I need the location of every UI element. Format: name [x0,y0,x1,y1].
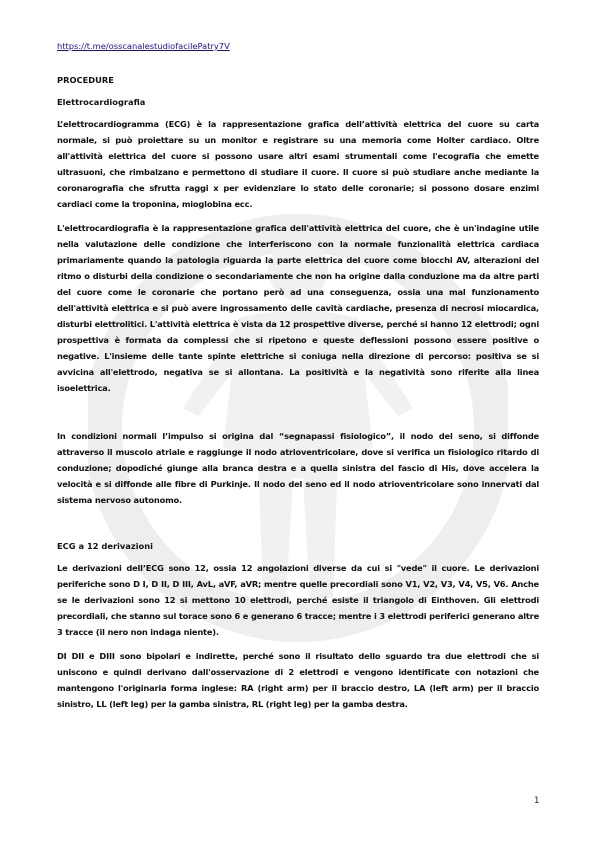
section-title-ecg12: ECG a 12 derivazioni [57,541,154,551]
paragraph-bipolar-leads: DI DII e DIII sono bipolari e indirette, perché sono il risultato dello sguardo tra due elettrodi che si uniscono e quindi derivano dall'osservazione di 2 elettrodi e vengono identificate con notazioni che mantengono l'originaria forma inglese: RA (right arm) per il braccio destro, LA (left arm) per il braccio sinistro, LL (left leg) per la gamba sinistra, RL (right leg) per la gamba destra. [57,651,539,709]
paragraph-impulse-conduction: In condizioni normali l’impulso si origina dal “segnapassi fisiologico”, il nodo del seno, si diffonde attraverso il muscolo atriale e raggiunge il nodo atrioventricolare, dove si verifica un fisiologico ritardo di conduzione; dopodiché giunge alla branca destra e a quella sinistra del fascio di His, dove accelera la velocità e si diffonde alle fibre di Purkinje. Il nodo del seno ed il nodo atrioventricolare sono innervati dal sistema nervoso autonomo. [57,431,539,505]
paragraph-ecg-definition: L'elettrocardiografia è la rappresentazione grafica dell'attività elettrica del cuore, che è un'indagine utile nella valutazione delle condizione che interferiscono con la normale funzionalità elettrica cardiaca primariamente quando la patologia riguarda la parte elettrica del cuore come blocchi AV, alterazioni del ritmo o disturbi della condizione o secondariamente che non ha origine dalla conduzione ma da altre parti del cuore come le coronarie che portano però ad una conseguenza, ossia una mal funzionamento dell'attività elettrica e si può avere ingrossamento delle cavità cardiache, presenza di necrosi miocardica, disturbi elettrolitici. L'attività elettrica è vista da 12 prospettive diverse, perché si hanno 12 elettrodi; ogni prospettiva è formata da complessi che si ripetono e queste deflessioni possono essere positive o negative. L'insieme delle tante spinte elettriche si coniuga nella direzione di percorso: positiva se si avvicina all'elettrodo, negativa se si allontana. La positività e la negatività sono riferite alla linea isoelettrica. [57,223,539,393]
document-body [57,40,539,720]
section-title-ecg: Elettrocardiografia [57,97,146,107]
paragraph-ecg-intro: L’elettrocardiogramma (ECG) è la rappresentazione grafica dell’attività elettrica del cuore su carta normale, si può proiettare su un monitor e registrare su una memoria come Holter cardiaco. Oltre all'attività elettrica del cuore si possono usare altri esami strumentali come l'ecografia che emette ultrasuoni, che rimbalzano e permettono di studiare il cuore. Il cuore si può studiare anche mediante la coronarografia che sfrutta raggi x per evidenziare lo stato delle coronarie; si possono dosare enzimi cardiaci come la troponina, mioglobina ecc. [57,119,539,209]
page-number: 1 [534,796,540,806]
telegram-link[interactable]: https://t.me/osscanalestudiofacilePatry7V [57,41,230,51]
section-title-procedure: PROCEDURE [57,75,114,85]
paragraph-ecg12-leads: Le derivazioni dell’ECG sono 12, ossia 12 angolazioni diverse da cui si "vede" il cuore. Le derivazioni periferiche sono D I, D II, D III, AvL, aVF, aVR; mentre quelle precordiali sono V1, V2, V3, V4, V5, V6. Anche se le derivazioni sono 12 si mettono 10 elettrodi, perché esiste il triangolo di Einthoven. Gli elettrodi precordiali, che stanno sul torace sono 6 e generano 6 tracce; mentre i 3 elettrodi periferici generano altre 3 tracce (il nero non indaga niente). [57,563,539,637]
